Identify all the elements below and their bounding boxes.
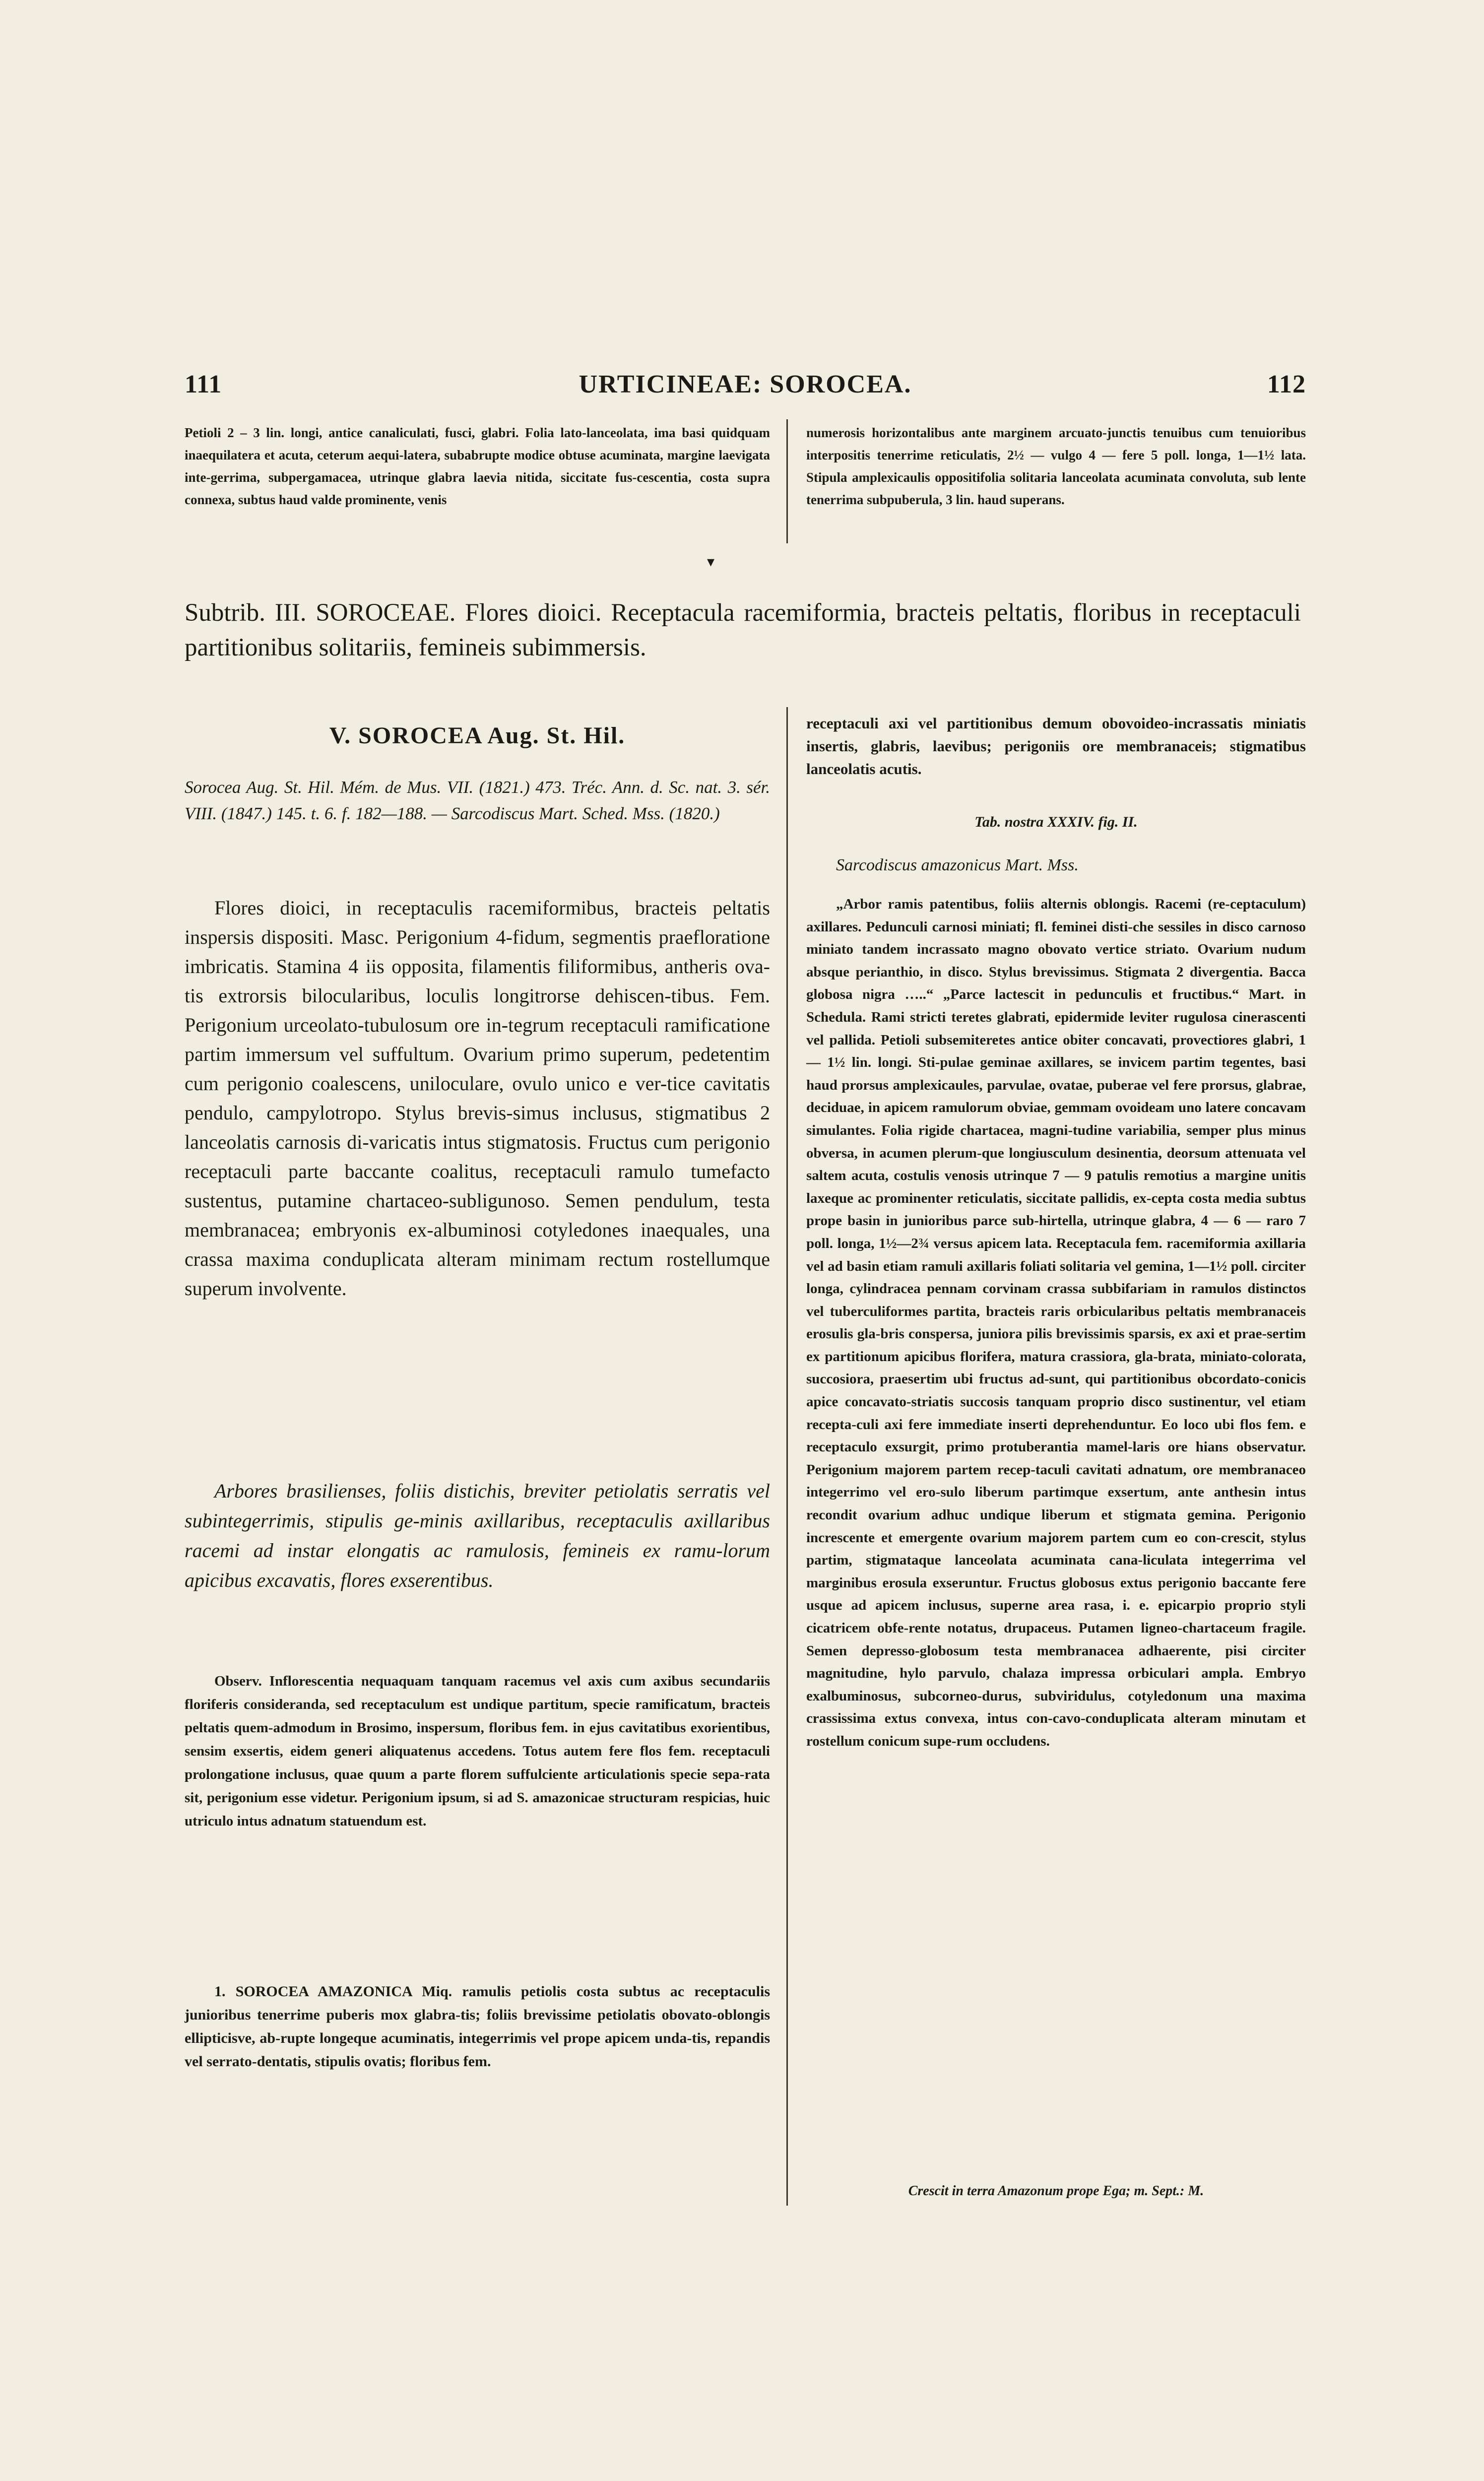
plate-reference: Tab. nostra XXXIV. fig. II. [974, 814, 1138, 830]
subtribe-heading: Subtrib. III. SOROCEAE. Flores dioici. Receptacula racemiformia, bracteis peltatis, floribus in receptaculi partitionibus solitariis, femineis subimmersis. [185, 599, 1301, 661]
ink-mark: ▾ [707, 554, 715, 570]
main-column-rule [786, 707, 788, 2206]
running-title: URTICINEAE: SOROCEA. [579, 370, 912, 398]
locality-note: Crescit in terra Amazonum prope Ega; m. Sept.: M. [908, 2183, 1204, 2199]
top-left-paragraph: Petioli 2 – 3 lin. longi, antice canaliculati, fusci, glabri. Folia lato-lanceolata, ima basi quidquam inaequilatera et acuta, ceterum aequi-latera, subabrupte modice obtuse acuminata, margine laevigata inte-gerrima, subpergamacea, utrinque glabra laevia nitida, siccitate fus-cescentia, costa supra connexa, subtus haud valde prominente, venis [185, 425, 770, 507]
top-column-rule [786, 419, 788, 543]
species-entry: 1. SOROCEA AMAZONICA Miq. ramulis petiolis costa subtus ac receptaculis junioribus tenerrime puberis mox glabra-tis; foliis brevissime petiolatis obovato-oblongis ellipticisve, ab-rupte longeque acuminatis, integerrimis vel prope apicem unda-tis, repandis vel serrato-dentatis, stipulis ovatis; floribus fem. [185, 1983, 770, 2070]
genus-characters: Arbores brasilienses, foliis distichis, breviter petiolatis serratis vel subintegerrimis, stipulis ge-minis axillaribus, receptaculis axillaribus racemi ad instar elongatis ac ramulosis, femineis ex ramu-lorum apicibus excavatis, flores exserentibus. [185, 1480, 770, 1591]
genus-description: Flores dioici, in receptaculis racemiformibus, bracteis peltatis inspersis dispositi. Masc. Perigonium 4-fidum, segmentis praefloratione imbricatis. Stamina 4 iis opposita, filamentis filiformibus, antheris ova-tis extrorsis bilocularibus, loculis longitrorse dehiscen-tibus. Fem. Perigonium urceolato-tubulosum ore in-tegrum receptaculi ramificatione partim immersum vel suffultum. Ovarium primo superum, pedetentim cum perigonio coalescens, uniloculare, ovulo unico e ver-tice cavitatis pendulo, campylotropo. Stylus brevis-simus inclusus, stigmatibus 2 lanceolatis carnosis di-varicatis intus stigmatosis. Fructus cum perigonio receptaculi parte baccante coalitus, receptaculi ramulo tumefacto sustentus, putamine chartaceo-subligunoso. Semen pendulum, testa membranacea; embryonis ex-albuminosi cotyledones inaequales, una crassa maxima conduplicata alteram minimam rectum rostellumque superum involvente. [185, 897, 770, 1300]
right-page-number: 112 [1267, 370, 1306, 398]
page-header [185, 370, 1306, 399]
genus-title: V. SOROCEA Aug. St. Hil. [329, 722, 626, 749]
left-page-number: 111 [185, 370, 222, 398]
top-right-paragraph: numerosis horizontalibus ante marginem arcuato-junctis tenuibus cum tenuioribus interpositis tenerrime reticulatis, 2½ — vulgo 4 — fere 5 poll. longa, 1—1½ lata. Stipula amplexicaulis oppositifolia solitaria lanceolata acuminata convoluta, sub lente tenerrima subpuberula, 3 lin. haud superans. [806, 425, 1306, 507]
genus-reference: Sorocea Aug. St. Hil. Mém. de Mus. VII. (1821.) 473. Tréc. Ann. d. Sc. nat. 3. sér. VIII. (1847.) 145. t. 6. f. 182—188. — Sarcodiscus Mart. Sched. Mss. (1820.) [185, 778, 770, 823]
species-description: „Arbor ramis patentibus, foliis alternis oblongis. Racemi (re-ceptaculum) axillares. Pedunculi carnosi miniati; fl. feminei disti-che sessiles in disco carnoso miniato tandem incrassato magno obovato vertice striato. Ovarium nudum absque perianthio, in disco. Stylus brevissimus. Stigmata 2 divergentia. Bacca globosa nigra …..“ „Parce lactescit in pedunculis et fructibus.“ Mart. in Schedula. Rami stricti teretes glabrati, epidermide leviter rugulosa cinerascenti vel pallida. Petioli subsemiteretes antice obiter concavati, provectiores glabri, 1 — 1½ lin. longi. Sti-pulae geminae axillares, se invicem partim tegentes, basi haud prorsus amplexicaules, parvulae, ovatae, puberae vel fere prorsus, glabrae, deciduae, in apicem ramulorum obviae, gemmam ovoideam uno latere concavam simulantes. Folia rigide chartacea, magni-tudine variabilia, semper plus minus obversa, in acumen plerum-que longiusculum desinentia, deorsum attenuata vel saltem acuta, costulis venosis utrinque 7 — 9 patulis remotius a margine unitis laxeque ac prominenter reticulatis, siccitate pallidis, ex-cepta costa media subtus prope basin in junioribus parce sub-hirtella, utrinque glabra, 4 — 6 — raro 7 poll. longa, 1½—2¾ versus apicem lata. Receptacula fem. racemiformia axillaria vel ad basin etiam ramuli axillaris foliati solitaria vel gemina, 1—1½ poll. circiter longa, cylindracea pennam corvinam crassa subbifariam in ramulos distinctos vel tuberculiformes partita, bracteis raris orbicularibus peltatis membranaceis erosulis gla-bris conspersa, juniora pilis brevissimis sparsis, ex axi et prae-sertim ex partitionum apicibus florifera, matura crassiora, gla-brata, miniato-colorata, succosiora, praesertim ubi fructus ad-sunt, qui partitionibus obcordato-conicis apice concavato-striatis succosis tanquam proprio disco sustinentur, vel etiam recepta-culi axi fere immediate inserti deprehenduntur. Eo loco ubi flos fem. e receptaculo exsurgit, primo protuberantia mamel-laris ore hians observatur. Perigonium majorem partem recep-taculi cavitati adnatum, ore membranaceo integerrimo vel ero-sulo liberum partimque exsertum, ante anthesin intus recondit ovarium adhuc undique liberum et stigmata gemina. Perigonio increscente et emergente ovarium majorem partem cum eo con-crescit, stylus partim, stigmataque lanceolata acuminata cana-liculata integerrima vel marginibus erosula exseruntur. Fructus globosus extus perigonio baccante fere usque ad apicem inclusus, superne area rasa, i. e. epicarpio proprio styli cicatricem obfe-rente notatus, drupaceus. Putamen ligneo-chartaceum fragile. Semen depresso-globosum testa membranacea adhaerente, pisi circiter magnitudine, hylo parvulo, chalaza impressa orbiculari ampla. Embryo exalbuminosus, subcorneo-durus, subviridulus, cotyledonum una maxima crassissima extus convexa, intus con-cavo-conduplicata alteram minutam et rostellum conicum supe-rum occludens. [806, 896, 1306, 1749]
right-intro: receptaculi axi vel partitionibus demum obovoideo-incrassatis miniatis insertis, glabris, laevibus; perigoniis ore membranaceis; stigmatibus lanceolatis acutis. [806, 715, 1306, 778]
observation-paragraph: Observ. Inflorescentia nequaquam tanquam racemus vel axis cum axibus secundariis floriferis consideranda, sed receptaculum est undique partitum, specie ramificatum, bracteis peltatis quem-admodum in Brosimo, inspersum, floribus fem. in ejus cavitatibus exorientibus, sensim exsertis, eidem generi aliquatenus accedens. Totus autem fere flos fem. receptaculi prolongatione inclusus, quae quum a parte florem suffulciente articulationis specie sepa-rata sit, perigonium esse videtur. Perigonium ipsum, si ad S. amazonicae structuram respicias, huic utriculo intus adnatum statuendum est. [185, 1673, 770, 1829]
synonym: Sarcodiscus amazonicus Mart. Mss. [836, 856, 1079, 874]
